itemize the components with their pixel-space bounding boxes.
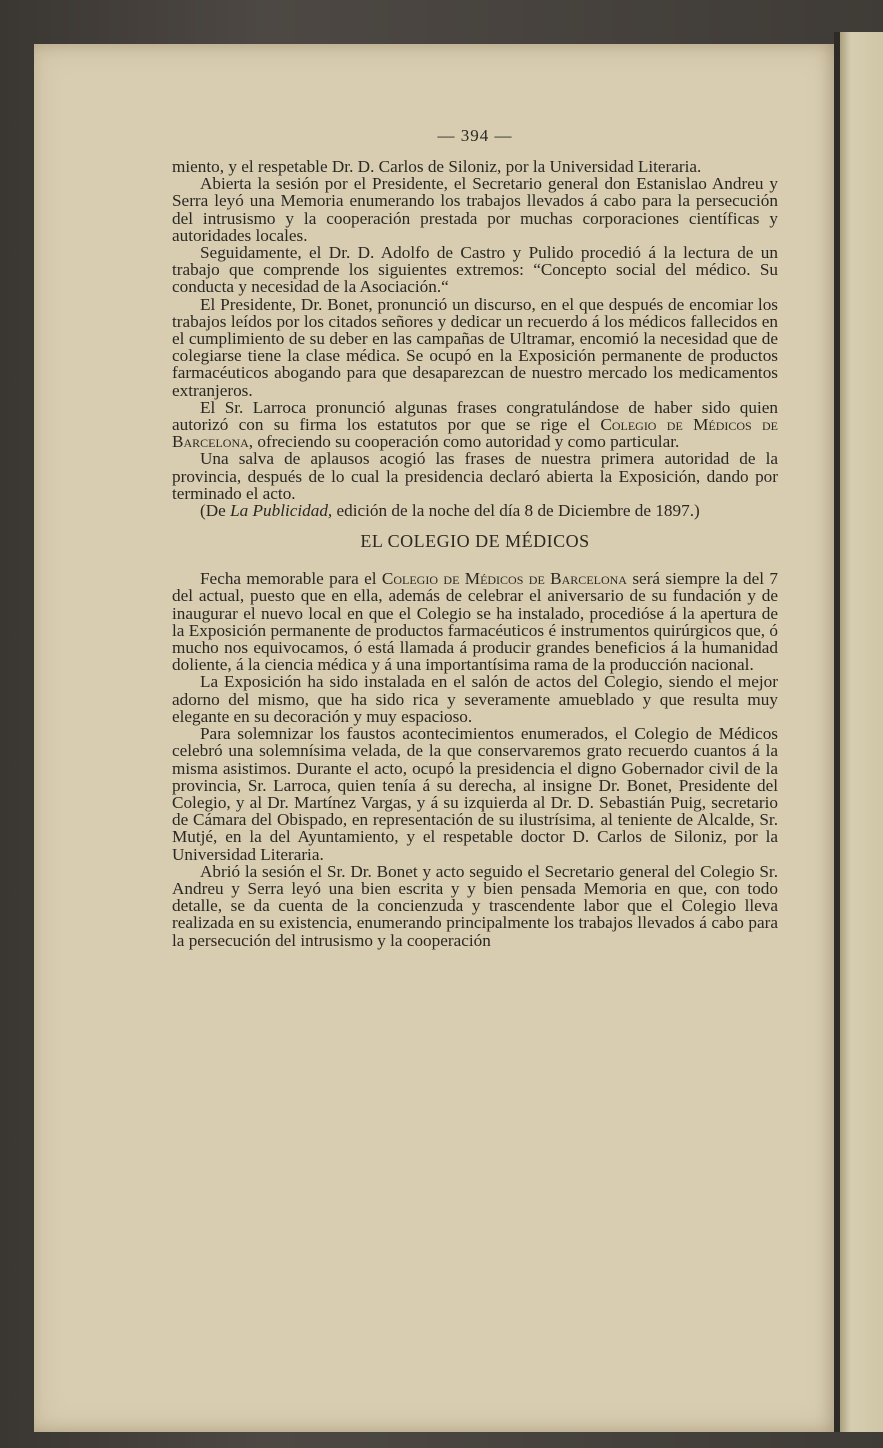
- text-run: Abierta la sesión por el Presidente, el Secretario general don Estanislao Andreu y Serra leyó una Memoria enumerando los trabajos llevados á cabo para la persecución del intrusismo y la cooperación prestada por muchas corporaciones científicas y autoridades locales.: [172, 174, 778, 245]
- text-run: miento, y el respetable Dr. D. Carlos de Siloniz, por la Universidad Literaria.: [172, 157, 702, 176]
- text-run: edición de la noche del día 8 de Diciembre de 1897.): [332, 501, 700, 521]
- paragraph: [172, 673, 778, 725]
- text-run: Una salva de aplausos acogió las frases de nuestra primera autoridad de la provincia, después de lo cual la presidencia declaró abierta la Exposición, dando por terminado el acto.: [172, 449, 778, 503]
- text-run: Seguidamente, el Dr. D. Adolfo de Castro y Pulido procedió á la lectura de un trabajo que comprende los siguientes extremos: “Concepto social del médico. Su conducta y necesidad de la Asociación.“: [172, 243, 778, 297]
- page-text: [172, 126, 778, 949]
- text-run: Fecha memorable para el: [200, 569, 382, 589]
- text-run: La Exposición ha sido instalada en el salón de actos del Colegio, siendo el mejor adorno del mismo, que ha sido rica y severamente amueblado y que resulta muy elegante en su decoración y muy espacioso.: [172, 672, 778, 726]
- small-caps-text: Colegio de Médicos de Barcelona: [172, 415, 778, 452]
- paragraph: [172, 296, 778, 399]
- paragraph: [172, 570, 778, 673]
- page-number: — 394 —: [437, 126, 513, 145]
- text-run: El Sr. Larroca pronunció algunas frases congratulándose de haber sido quien autorizó con su firma los estatutos por que se rige el: [172, 397, 778, 435]
- paragraph: [172, 863, 778, 949]
- text-run: Para solemnizar los faustos acontecimientos enumerados, el Colegio de Médicos celebró una solemnísima velada, de la que conservaremos grato recuerdo cuantos á la misma asistimos. Durante el acto, ocupó la presidencia el digno Gobernador civil de la provincia, Sr. Larroca, quien tenía á su derecha, al insigne Dr. Bonet, Presidente del Colegio, y al Dr. Martínez Vargas, y á su izquierda al Dr. D. Sebastián Puig, secretario de Cámara del Obispado, en representación de su ilustrísima, al teniente de Alcalde, Sr. Mutjé, en la del Ayuntamiento, y el respetable doctor D. Carlos de Siloniz, por la Universidad Literaria.: [172, 724, 778, 864]
- text-run: Abrió la sesión el Sr. Dr. Bonet y acto seguido el Secretario general del Colegio Sr. Andreu y Serra leyó una bien escrita y y bien pensada Memoria en que, con todo detalle, se da cuenta de la concienzuda y trascendente labor que el Colegio lleva realizada en su existencia, enumerando principalmente los trabajos llevados á cabo para la persecución del intrusismo y la cooperación: [172, 861, 778, 950]
- article-continuation: [172, 158, 778, 519]
- paragraph: [172, 450, 778, 502]
- text-run: (De: [200, 501, 231, 521]
- text-run: será siempre la del 7 del actual, puesto que en ella, además de celebrar el aniversario de su fundación y de inaugurar el nuevo local en que el Colegio se ha instalado, procedióse á la apertura de la Exposición permanente de productos farmacéuticos é instrumentos quirúrgicos que, ó mucho nos equivocamos, ó está llamada á producir grandes beneficios á la humanidad doliente, á la ciencia médica y á una importantísima rama de la producción nacional.: [172, 569, 779, 675]
- small-caps-text: Colegio de Médicos de Barcelona: [381, 569, 627, 589]
- article-body: [172, 570, 778, 948]
- paragraph: [172, 175, 778, 244]
- paragraph: [172, 725, 778, 863]
- paragraph: [172, 158, 778, 175]
- adjacent-page-edge: [840, 32, 883, 1432]
- paragraph: [172, 502, 778, 519]
- paragraph: [172, 244, 778, 296]
- text-run: El Presidente, Dr. Bonet, pronunció un discurso, en el que después de encomiar los trabajos leídos por los citados señores y dedicar un recuerdo á los médicos fallecidos en el cumplimiento de su deber en las campañas de Ultramar, encomió la necesidad que de colegiarse tiene la clase médica. Se ocupó en la Exposición permanente de productos farmacéuticos abogando para que desaparezcan de nuestro mercado los medicamentos extranjeros.: [172, 294, 778, 400]
- paragraph: [172, 399, 778, 451]
- article-heading: EL COLEGIO DE MÉDICOS: [360, 531, 590, 552]
- text-run: , ofreciendo su cooperación como autoridad y como particular.: [248, 432, 680, 452]
- italic-text: La Publicidad,: [230, 501, 333, 521]
